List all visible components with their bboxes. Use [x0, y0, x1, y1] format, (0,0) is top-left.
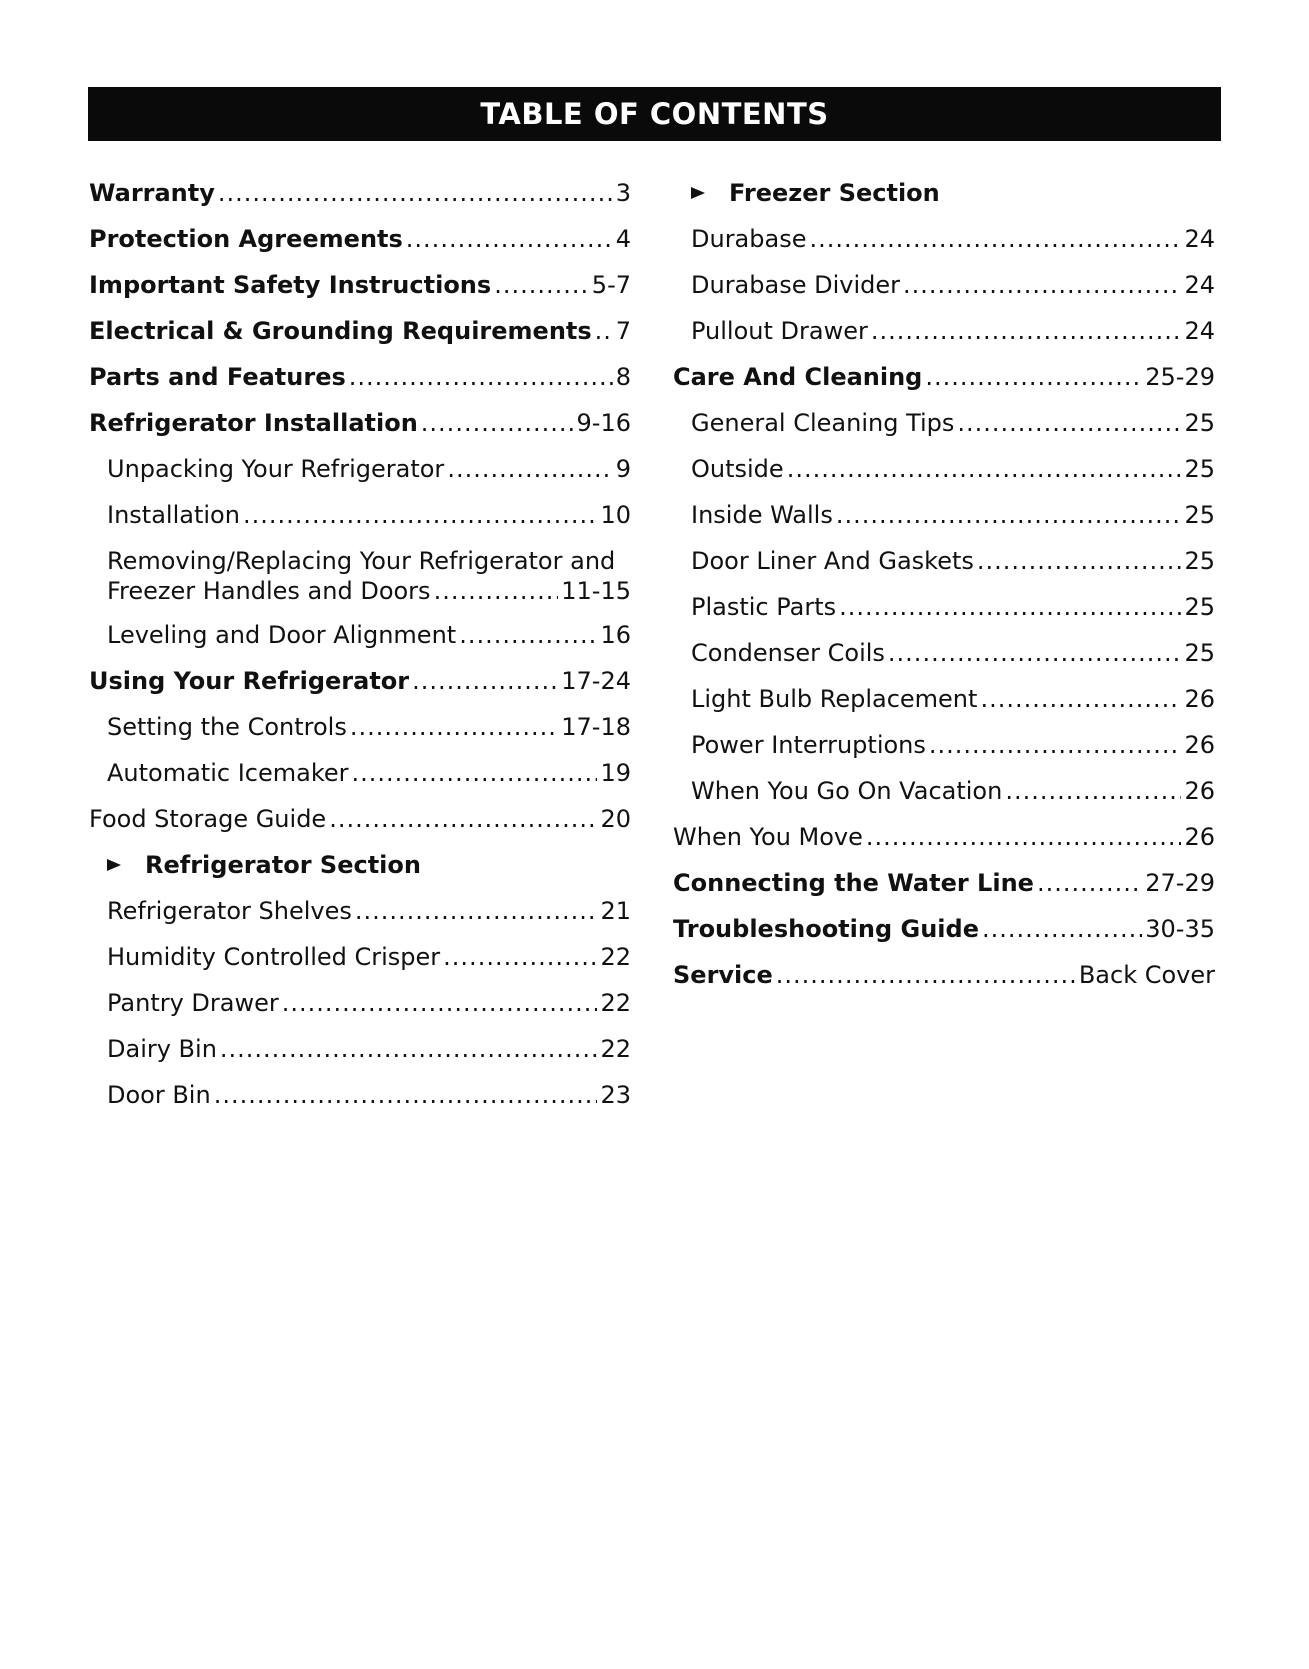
dot-leader — [595, 308, 613, 354]
toc-entry-label: Inside Walls — [691, 501, 833, 529]
toc-entry[interactable] — [89, 308, 631, 354]
toc-entry-page: 5-7 — [591, 271, 631, 299]
toc-entry[interactable] — [89, 354, 631, 400]
toc-entry-label: Protection Agreements — [89, 225, 403, 253]
toc-entry-page: 22 — [600, 943, 631, 971]
toc-entry[interactable] — [89, 216, 631, 262]
toc-entry[interactable] — [673, 308, 1215, 354]
dot-leader — [957, 400, 1181, 446]
toc-entry[interactable] — [89, 170, 631, 216]
dot-leader — [925, 354, 1142, 400]
toc-entry[interactable] — [673, 630, 1215, 676]
toc-entry-page: 25 — [1184, 593, 1215, 621]
toc-section-label: Refrigerator Section — [145, 851, 421, 879]
toc-entry[interactable] — [673, 584, 1215, 630]
toc-entry[interactable] — [89, 400, 631, 446]
toc-entry[interactable] — [673, 952, 1215, 998]
toc-entry-label: Refrigerator Installation — [89, 409, 418, 437]
toc-entry-page: 22 — [600, 989, 631, 1017]
toc-entry-page: 7 — [615, 317, 631, 345]
toc-entry-label: Warranty — [89, 179, 215, 207]
dot-leader — [447, 446, 612, 492]
toc-entry[interactable] — [89, 262, 631, 308]
dot-leader — [355, 888, 598, 934]
toc-entry-label: Condenser Coils — [691, 639, 885, 667]
toc-entry-page: 10 — [600, 501, 631, 529]
toc-entry-page: 25-29 — [1145, 363, 1215, 391]
dot-leader — [888, 630, 1182, 676]
toc-entry[interactable] — [673, 538, 1215, 584]
toc-entry[interactable] — [673, 768, 1215, 814]
toc-entry-page: 9 — [615, 455, 631, 483]
toc-left-column — [89, 170, 631, 1118]
toc-entry-page: 21 — [600, 897, 631, 925]
toc-section-heading — [673, 170, 1215, 216]
toc-entry-page: 27-29 — [1145, 869, 1215, 897]
dot-leader — [980, 676, 1181, 722]
toc-entry[interactable] — [673, 676, 1215, 722]
dot-leader — [329, 796, 597, 842]
dot-leader — [459, 612, 597, 658]
toc-entry-label: When You Move — [673, 823, 863, 851]
toc-entry[interactable] — [89, 1072, 631, 1118]
toc-entry-label: Important Safety Instructions — [89, 271, 492, 299]
toc-entry-label: Using Your Refrigerator — [89, 667, 410, 695]
toc-right-column — [673, 170, 1215, 998]
toc-entry-label: Door Bin — [107, 1081, 211, 1109]
toc-entry-page: 8 — [615, 363, 631, 391]
toc-entry[interactable] — [89, 980, 631, 1026]
dot-leader — [282, 980, 598, 1026]
dot-leader — [977, 538, 1182, 584]
toc-entry[interactable] — [89, 750, 631, 796]
toc-entry-label: Troubleshooting Guide — [673, 915, 979, 943]
toc-section-label: Freezer Section — [729, 179, 940, 207]
toc-entry-page: 26 — [1184, 731, 1215, 759]
toc-entry-label: Durabase — [691, 225, 807, 253]
toc-entry-label: Connecting the Water Line — [673, 869, 1034, 897]
toc-entry-label: Unpacking Your Refrigerator — [107, 455, 445, 483]
toc-entry-page: 3 — [615, 179, 631, 207]
toc-entry-label: Outside — [691, 455, 784, 483]
toc-entry-label: Pullout Drawer — [691, 317, 868, 345]
toc-entry[interactable] — [673, 262, 1215, 308]
toc-entry-page: 26 — [1184, 777, 1215, 805]
toc-entry-page: Back Cover — [1078, 961, 1215, 989]
toc-entry[interactable] — [89, 704, 631, 750]
toc-entry[interactable] — [89, 538, 631, 612]
toc-entry-page: 22 — [600, 1035, 631, 1063]
toc-entry[interactable] — [673, 860, 1215, 906]
toc-entry[interactable] — [89, 888, 631, 934]
toc-entry-label: Pantry Drawer — [107, 989, 279, 1017]
toc-entry-page: 11-15 — [561, 577, 631, 605]
dot-leader — [776, 952, 1076, 998]
dot-leader — [220, 1026, 598, 1072]
toc-entry-page: 26 — [1184, 685, 1215, 713]
dot-leader — [412, 658, 558, 704]
toc-entry-page: 26 — [1184, 823, 1215, 851]
triangle-bullet-icon — [107, 859, 121, 871]
toc-entry[interactable] — [673, 492, 1215, 538]
dot-leader — [218, 170, 613, 216]
toc-entry[interactable] — [89, 796, 631, 842]
toc-entry-page: 17-18 — [561, 713, 631, 741]
toc-entry-label: Automatic Icemaker — [107, 759, 349, 787]
toc-entry-page: 23 — [600, 1081, 631, 1109]
toc-entry-page: 24 — [1184, 317, 1215, 345]
toc-entry-label: Food Storage Guide — [89, 805, 327, 833]
toc-entry-label: Dairy Bin — [107, 1035, 217, 1063]
toc-entry[interactable] — [89, 1026, 631, 1072]
dot-leader — [494, 262, 589, 308]
toc-entry-label: Freezer Handles and Doors — [107, 577, 431, 605]
toc-entry-label: Power Interruptions — [691, 731, 926, 759]
dot-leader — [443, 934, 597, 980]
toc-entry-page: 19 — [600, 759, 631, 787]
dot-leader — [839, 584, 1181, 630]
toc-entry[interactable] — [89, 658, 631, 704]
toc-entry[interactable] — [673, 400, 1215, 446]
dot-leader — [243, 492, 598, 538]
toc-entry[interactable] — [673, 814, 1215, 860]
dot-leader — [434, 576, 559, 606]
toc-entry-page: 25 — [1184, 639, 1215, 667]
toc-entry-page: 24 — [1184, 225, 1215, 253]
toc-entry-page: 25 — [1184, 501, 1215, 529]
toc-entry[interactable] — [673, 216, 1215, 262]
dot-leader — [1037, 860, 1142, 906]
dot-leader — [866, 814, 1182, 860]
toc-entry-label: Parts and Features — [89, 363, 346, 391]
dot-leader — [871, 308, 1182, 354]
toc-entry-label: Installation — [107, 501, 240, 529]
toc-entry[interactable] — [89, 934, 631, 980]
toc-entry-page: 16 — [600, 621, 631, 649]
toc-entry-label: Refrigerator Shelves — [107, 897, 352, 925]
toc-entry-page: 24 — [1184, 271, 1215, 299]
dot-leader — [421, 400, 574, 446]
toc-entry-label: Humidity Controlled Crisper — [107, 943, 441, 971]
toc-section-heading — [89, 842, 631, 888]
toc-entry-label: Durabase Divider — [691, 271, 900, 299]
dot-leader — [982, 906, 1142, 952]
toc-entry-label: Electrical & Grounding Requirements — [89, 317, 592, 345]
toc-entry[interactable] — [89, 492, 631, 538]
dot-leader — [352, 750, 598, 796]
toc-entry-page: 4 — [615, 225, 631, 253]
toc-entry[interactable] — [673, 722, 1215, 768]
dot-leader — [836, 492, 1182, 538]
toc-entry[interactable] — [89, 446, 631, 492]
dot-leader — [809, 216, 1181, 262]
toc-entry-label: Plastic Parts — [691, 593, 837, 621]
toc-entry-page: 20 — [600, 805, 631, 833]
toc-entry-page: 9-16 — [576, 409, 631, 437]
toc-entry-label: Light Bulb Replacement — [691, 685, 978, 713]
dot-leader — [787, 446, 1182, 492]
toc-entry-label: When You Go On Vacation — [691, 777, 1003, 805]
dot-leader — [350, 704, 558, 750]
toc-entry-label: Leveling and Door Alignment — [107, 621, 457, 649]
toc-entry-page: 25 — [1184, 409, 1215, 437]
toc-entry-label: Setting the Controls — [107, 713, 347, 741]
toc-entry[interactable] — [673, 906, 1215, 952]
toc-entry-page: 25 — [1184, 547, 1215, 575]
toc-entry[interactable] — [89, 612, 631, 658]
toc-entry-page: 30-35 — [1145, 915, 1215, 943]
toc-entry-label: Care And Cleaning — [673, 363, 923, 391]
dot-leader — [1005, 768, 1181, 814]
dot-leader — [214, 1072, 598, 1118]
dot-leader — [903, 262, 1181, 308]
dot-leader — [929, 722, 1182, 768]
dot-leader — [406, 216, 613, 262]
toc-entry-label-line: Removing/Replacing Your Refrigerator and — [107, 547, 616, 575]
toc-entry[interactable] — [673, 446, 1215, 492]
toc-entry[interactable] — [673, 354, 1215, 400]
toc-entry-label: Service — [673, 961, 773, 989]
dot-leader — [349, 354, 613, 400]
toc-entry-label: Door Liner And Gaskets — [691, 547, 974, 575]
toc-entry-label: General Cleaning Tips — [691, 409, 955, 437]
toc-entry-page: 17-24 — [561, 667, 631, 695]
triangle-bullet-icon — [691, 187, 705, 199]
toc-entry-page: 25 — [1184, 455, 1215, 483]
toc-title-bar — [88, 87, 1221, 141]
toc-title: TABLE OF CONTENTS — [480, 97, 829, 131]
